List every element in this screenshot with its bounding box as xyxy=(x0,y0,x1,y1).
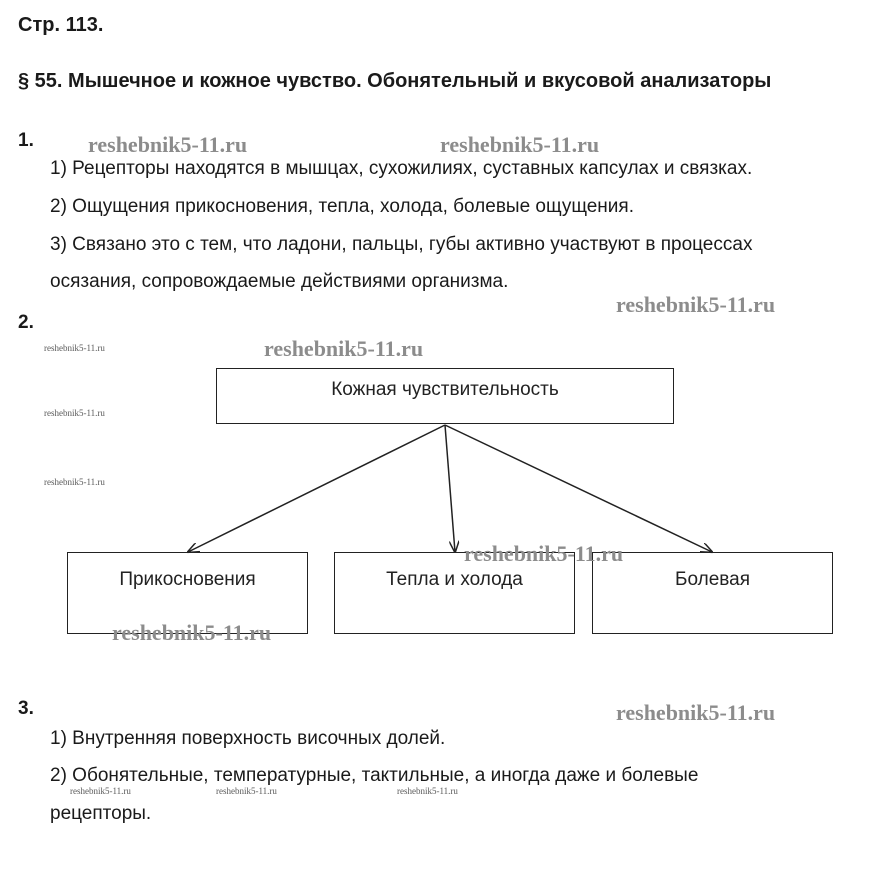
arrow-to-touch xyxy=(188,425,445,552)
task3-line-2: 2) Обонятельные, температурные, тактильные, а иногда даже и болевые xyxy=(50,765,699,786)
section-title: § 55. Мышечное и кожное чувство. Обонятельный и вкусовой анализаторы xyxy=(18,70,772,92)
diagram-child-thermal-label: Тепла и холода xyxy=(386,569,523,590)
task1-line-4: осязания, сопровождаемые действиями организма. xyxy=(50,271,509,292)
arrow-to-pain xyxy=(445,425,712,552)
diagram-child-pain-label: Болевая xyxy=(674,569,750,590)
task1-line-1: 1) Рецепторы находятся в мышцах, сухожилиях, суставных капсулах и связках. xyxy=(50,158,753,179)
arrow-to-thermal xyxy=(445,425,455,552)
watermark: reshebnik5-11.ru xyxy=(112,620,272,645)
watermark: reshebnik5-11.ru xyxy=(464,541,624,566)
diagram-root-label: Кожная чувствительность xyxy=(331,379,559,400)
diagram-child-touch-label: Прикосновения xyxy=(119,569,256,590)
watermark-small: reshebnik5-11.ru xyxy=(216,786,277,796)
page-number-header: Стр. 113. xyxy=(18,14,104,36)
diagram-root-box xyxy=(216,368,674,424)
diagram-child-pain xyxy=(592,552,833,634)
task2-number: 2. xyxy=(18,312,34,333)
watermark: reshebnik5-11.ru xyxy=(264,336,424,361)
task1-line-2: 2) Ощущения прикосновения, тепла, холода, болевые ощущения. xyxy=(50,196,634,217)
watermark-small: reshebnik5-11.ru xyxy=(397,786,458,796)
watermark-small: reshebnik5-11.ru xyxy=(70,786,131,796)
watermark: reshebnik5-11.ru xyxy=(616,292,776,317)
watermark: reshebnik5-11.ru xyxy=(88,132,248,157)
watermark: reshebnik5-11.ru xyxy=(616,700,776,725)
task1-number: 1. xyxy=(18,130,34,151)
watermark: reshebnik5-11.ru xyxy=(440,132,600,157)
task3-line-1: 1) Внутренняя поверхность височных долей. xyxy=(50,728,446,749)
watermark-small: reshebnik5-11.ru xyxy=(44,477,105,487)
watermark-small: reshebnik5-11.ru xyxy=(44,343,105,353)
task3-line-3: рецепторы. xyxy=(50,803,152,824)
task1-line-3: 3) Связано это с тем, что ладони, пальцы, губы активно участвуют в процессах xyxy=(50,234,753,255)
task3-number: 3. xyxy=(18,698,34,719)
watermark-small: reshebnik5-11.ru xyxy=(44,408,105,418)
